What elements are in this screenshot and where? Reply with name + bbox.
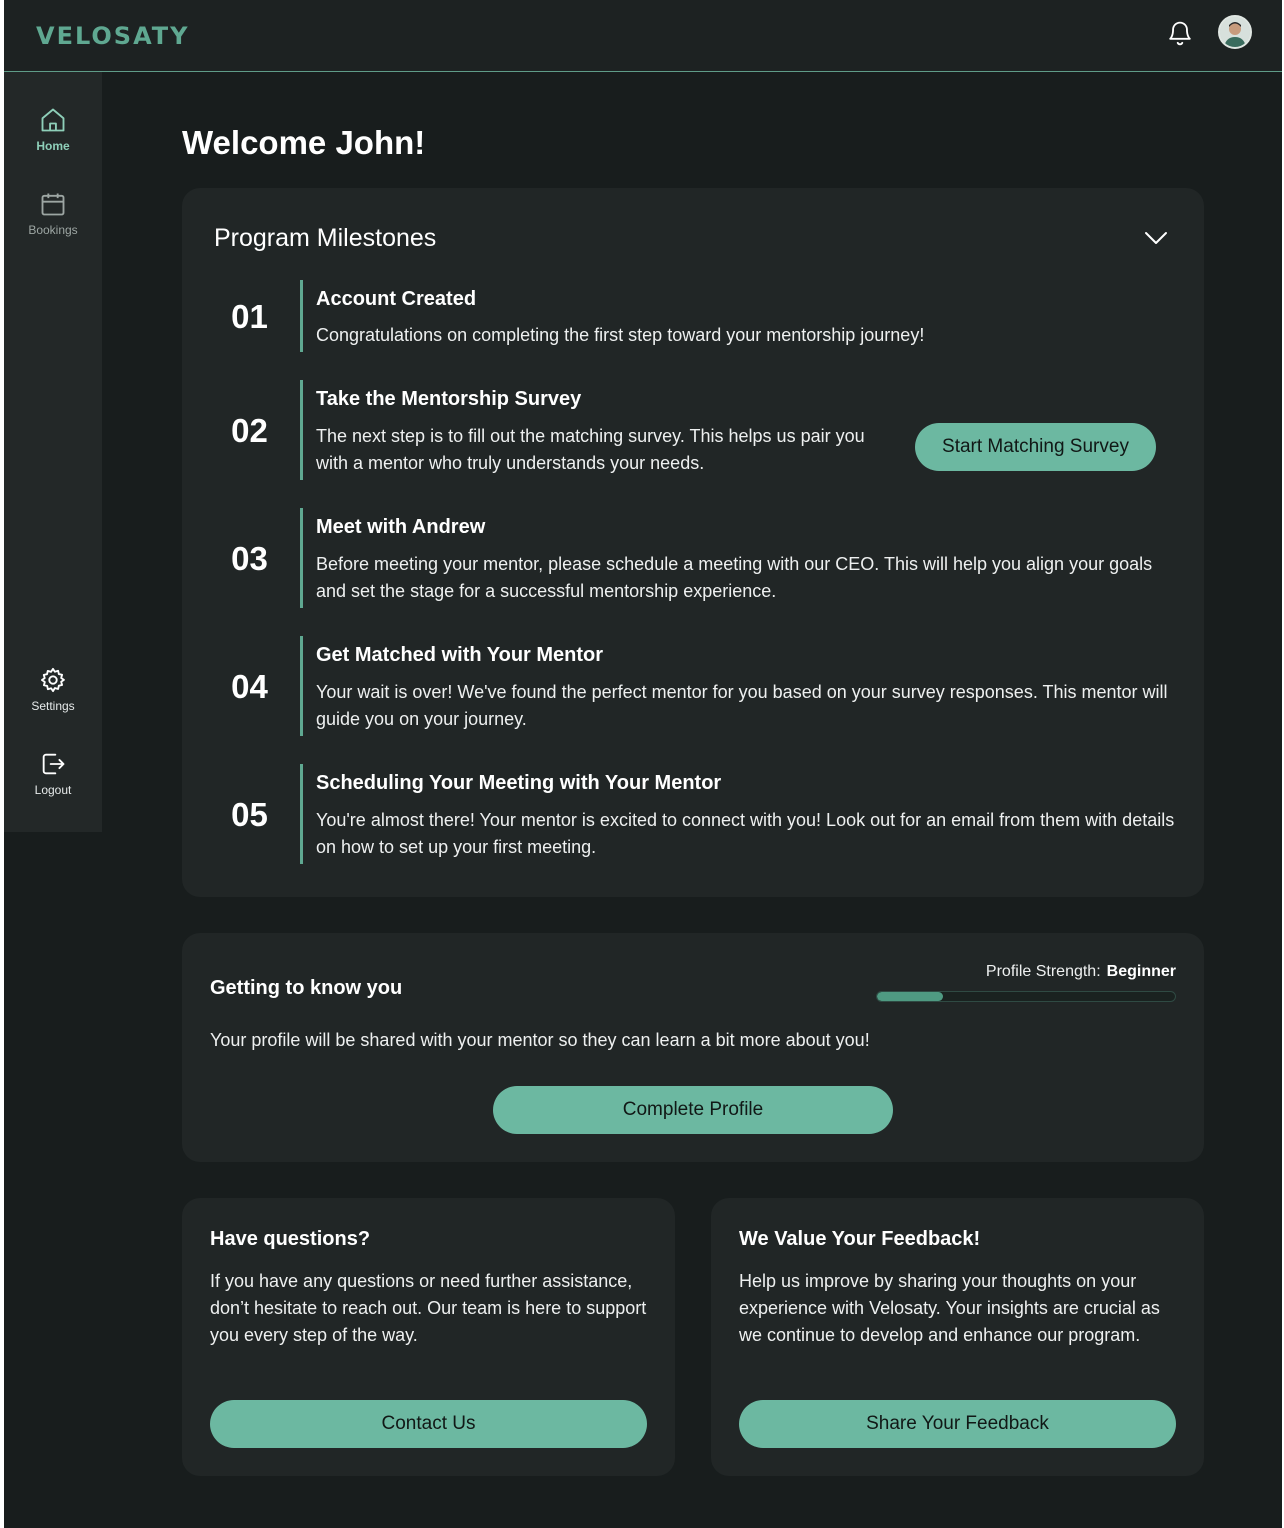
share-feedback-button[interactable]: Share Your Feedback	[739, 1400, 1176, 1448]
home-icon	[39, 106, 67, 134]
page-title: Welcome John!	[182, 124, 426, 161]
milestone-desc: Your wait is over! We've found the perfect mentor for you based on your survey responses. This mentor will guide you on your journey.	[316, 682, 1168, 729]
sidebar-item-bookings[interactable]	[4, 190, 102, 237]
sidebar-item-logout[interactable]	[4, 750, 102, 797]
milestone-bar	[300, 280, 303, 352]
sidebar-item-label: Bookings	[28, 223, 78, 237]
bell-icon[interactable]	[1166, 18, 1194, 48]
profile-desc: Your profile will be shared with your mentor so they can learn a bit more about you!	[210, 1030, 870, 1050]
top-header	[4, 0, 1282, 72]
milestone-bar	[300, 508, 303, 608]
milestone-number: 05	[231, 796, 268, 833]
complete-profile-button[interactable]: Complete Profile	[493, 1086, 893, 1134]
start-matching-survey-button[interactable]: Start Matching Survey	[915, 423, 1156, 471]
feedback-desc: Help us improve by sharing your thoughts on your experience with Velosaty. Your insights are crucial as we continue to develop and enhance our program.	[739, 1271, 1160, 1345]
logo[interactable]	[36, 18, 190, 54]
milestone-number: 03	[231, 540, 268, 577]
profile-title: Getting to know you	[210, 977, 403, 999]
milestone-bar	[300, 764, 303, 864]
milestones-title: Program Milestones	[214, 224, 437, 252]
milestone-number: 04	[231, 668, 268, 705]
questions-desc: If you have any questions or need further assistance, don’t hesitate to reach out. Our team is here to support you every step of the way.	[210, 1271, 647, 1345]
milestone-desc: You're almost there! Your mentor is excited to connect with you! Look out for an email from them with details on how to set up your first meeting.	[316, 810, 1175, 857]
milestone-title: Account Created	[316, 288, 477, 310]
logout-icon	[39, 750, 67, 778]
calendar-icon	[39, 190, 67, 218]
milestone-bar	[300, 636, 303, 736]
milestone-title: Scheduling Your Meeting with Your Mentor	[316, 772, 722, 794]
profile-strength-label: Profile Strength:	[985, 963, 1101, 980]
chevron-down-icon[interactable]	[1142, 228, 1170, 248]
sidebar-item-label: Logout	[34, 783, 72, 797]
milestone-title: Meet with Andrew	[316, 516, 486, 538]
gear-icon	[39, 666, 67, 694]
milestone-desc: Congratulations on completing the first step toward your mentorship journey!	[316, 325, 925, 345]
questions-card	[182, 1198, 675, 1476]
milestone-bar	[300, 380, 303, 480]
logo-text: VELOSATY	[36, 22, 190, 50]
milestone-number: 01	[231, 298, 268, 335]
milestone-title: Get Matched with Your Mentor	[316, 644, 604, 666]
milestones-card	[182, 188, 1204, 897]
milestone-desc: The next step is to fill out the matching survey. This helps us pair you with a mentor who truly understands your needs.	[316, 426, 865, 473]
sidebar-item-label: Settings	[31, 699, 75, 713]
milestone-desc: Before meeting your mentor, please schedule a meeting with our CEO. This will help you align your goals and set the stage for a successful mentorship experience.	[316, 554, 1153, 601]
feedback-card	[711, 1198, 1204, 1476]
profile-strength	[986, 963, 1176, 981]
milestone-title: Take the Mentorship Survey	[316, 388, 582, 410]
user-avatar[interactable]	[1218, 15, 1252, 49]
feedback-title: We Value Your Feedback!	[739, 1228, 981, 1250]
profile-card	[182, 933, 1204, 1162]
questions-title: Have questions?	[210, 1228, 371, 1250]
avatar-portrait-icon	[1220, 17, 1250, 47]
sidebar-item-settings[interactable]	[4, 666, 102, 713]
profile-strength-value: Beginner	[1106, 963, 1176, 980]
milestone-number: 02	[231, 412, 268, 449]
profile-strength-fill	[877, 992, 943, 1001]
profile-strength-bar	[876, 991, 1176, 1002]
sidebar	[4, 72, 102, 832]
sidebar-item-home[interactable]	[4, 106, 102, 153]
sidebar-item-label: Home	[36, 139, 70, 153]
contact-us-button[interactable]: Contact Us	[210, 1400, 647, 1448]
